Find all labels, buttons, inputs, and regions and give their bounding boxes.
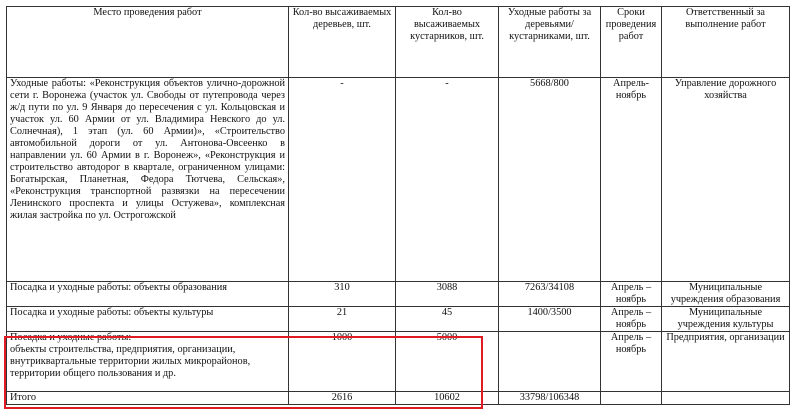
cell-terms: Апрель – ноябрь xyxy=(601,332,662,392)
table-row xyxy=(7,332,790,392)
total-terms xyxy=(601,392,662,405)
cell-care: 5668/800 xyxy=(499,78,601,282)
cell-responsible: Муниципальные учреждения образования xyxy=(662,282,790,307)
cell-place: Уходные работы: «Реконструкция объектов улично-дорожной сети г. Воронежа (участок ул. Свободы от путепровода через ж/д пути по ул. 9 Января до пересечения с ул. Кольцовская и участок ул. 60 Армии от ул. Владимира Невского до ул. Солнечная), 1 этап (ул. 60 Армии)», «Строительство автомобильной дороги от ул. Антонова-Овсеенко в направлении ул. 60 Армии в г. Воронеж», «Реконструкция и строительство автодорог в квартале, ограниченном улицами: Богатырская, Планетная, Федора Тютчева, Сельская», «Реконструкция транспортной развязки на пересечении Ленинского проспекта и улицы Остужева», комплексная жилая застройка по ул. Острогожской xyxy=(7,78,289,282)
cell-terms: Апрель – ноябрь xyxy=(601,307,662,332)
table-row xyxy=(7,78,790,282)
cell-place: Посадка и уходные работы: объекты культуры xyxy=(7,307,289,332)
cell-care: 1400/3500 xyxy=(499,307,601,332)
cell-place-body: объекты строительства, предприятия, организации, внутриквартальные территории жилых микрорайонов, территории общего пользования и др. xyxy=(10,344,251,379)
cell-trees: 1000 xyxy=(289,332,396,392)
cell-terms: Апрель – ноябрь xyxy=(601,282,662,307)
cell-place: Посадка и уходные работы: объекты образования xyxy=(7,282,289,307)
total-label: Итого xyxy=(7,392,289,405)
header-terms: Сроки проведения работ xyxy=(601,7,662,78)
total-responsible xyxy=(662,392,790,405)
total-care: 33798/106348 xyxy=(499,392,601,405)
total-trees: 2616 xyxy=(289,392,396,405)
cell-responsible: Предприятия, организации xyxy=(662,332,790,392)
cell-place xyxy=(7,332,289,392)
cell-trees: 21 xyxy=(289,307,396,332)
cell-trees: 310 xyxy=(289,282,396,307)
table-row xyxy=(7,282,790,307)
cell-place-title: Посадка и уходные работы: xyxy=(10,332,132,343)
header-responsible: Ответственный за выполнение работ xyxy=(662,7,790,78)
cell-care: 7263/34108 xyxy=(499,282,601,307)
header-shrubs: Кол-во высаживаемых кустарников, шт. xyxy=(396,7,499,78)
header-care: Уходные работы за деревьями/ кустарниками, шт. xyxy=(499,7,601,78)
cell-care xyxy=(499,332,601,392)
header-place: Место проведения работ xyxy=(7,7,289,78)
cell-trees: - xyxy=(289,78,396,282)
cell-responsible: Управление дорожного хозяйства xyxy=(662,78,790,282)
table-row xyxy=(7,307,790,332)
cell-shrubs: 45 xyxy=(396,307,499,332)
cell-shrubs: 5000 xyxy=(396,332,499,392)
cell-responsible: Муниципальные учреждения культуры xyxy=(662,307,790,332)
table-header-row xyxy=(7,7,790,78)
cell-shrubs: 3088 xyxy=(396,282,499,307)
table-total-row xyxy=(7,392,790,405)
cell-terms: Апрель-ноябрь xyxy=(601,78,662,282)
total-shrubs: 10602 xyxy=(396,392,499,405)
cell-shrubs: - xyxy=(396,78,499,282)
works-table xyxy=(6,6,790,405)
header-trees: Кол-во высаживаемых деревьев, шт. xyxy=(289,7,396,78)
